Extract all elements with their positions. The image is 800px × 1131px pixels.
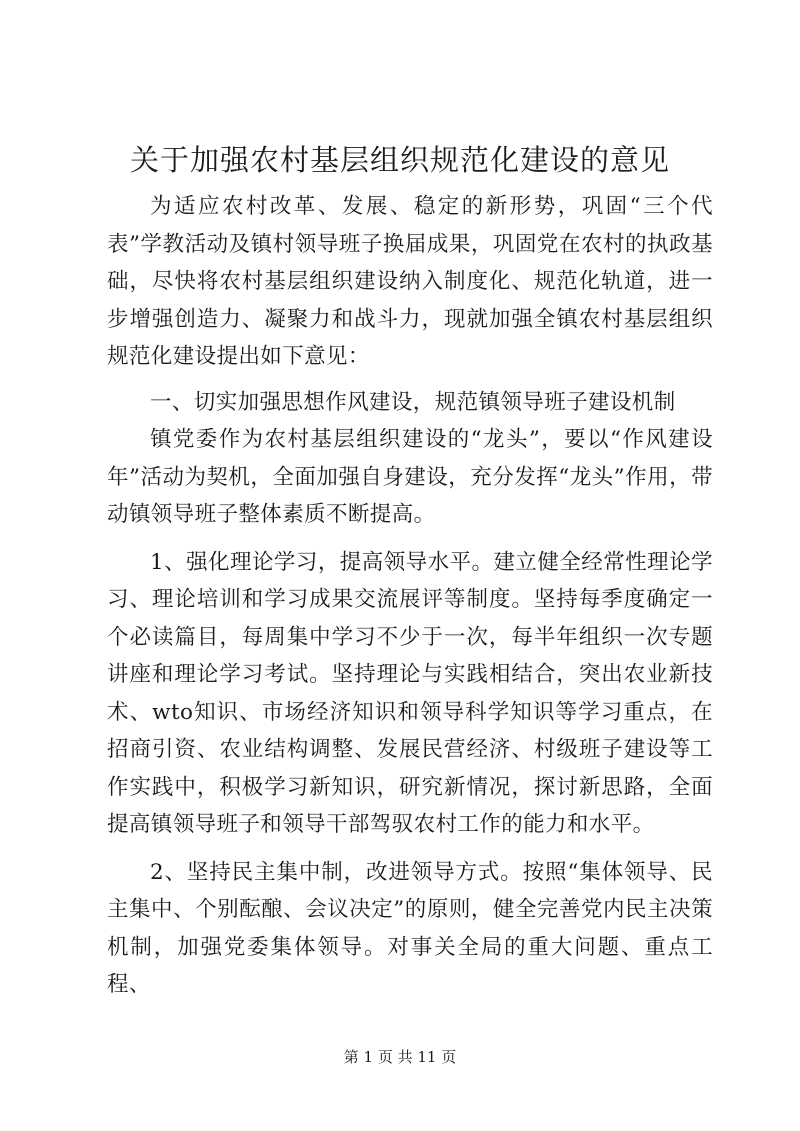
section-paragraph: 镇党委作为农村基层组织建设的“龙头”，要以“作风建设年”活动为契机，全面加强自身建设，充分发挥“龙头”作用，带动镇领导班子整体素质不断提高。 [107, 427, 713, 527]
document-title: 关于加强农村基层组织规范化建设的意见 [129, 143, 670, 177]
section-heading: 一、切实加强思想作风建设，规范镇领导班子建设机制 [150, 389, 676, 415]
page-number: 第 1 页 共 11 页 [343, 1048, 457, 1066]
item-paragraph-1: 1、强化理论学习，提高领导水平。建立健全经常性理论学习、理论培训和学习成果交流展评等制度。坚持每季度确定一个必读篇目，每周集中学习不少于一次，每半年组织一次专题讲座和理论学习考试。坚持理论与实践相结合，突出农业新技术、wto知识、市场经济知识和领导科学知识等学习重点，在招商引资、农业结构调整、发展民营经济、村级班子建设等工作实践中，积极学习新知识，研究新情况，探讨新思路，全面提高镇领导班子和领导干部驾驭农村工作的能力和水平。 [107, 549, 713, 837]
intro-paragraph: 为适应农村改革、发展、稳定的新形势，巩固“三个代表”学教活动及镇村领导班子换届成果，巩固党在农村的执政基础，尽快将农村基层组织建设纳入制度化、规范化轨道，进一步增强创造力、凝聚力和战斗力，现就加强全镇农村基层组织规范化建设提出如下意见： [107, 194, 713, 369]
item-paragraph-2: 2、坚持民主集中制，改进领导方式。按照“集体领导、民主集中、个别酝酿、会议决定”的原则，健全完善党内民主决策机制，加强党委集体领导。对事关全局的重大问题、重点工程、 [107, 859, 713, 997]
document-body [107, 188, 713, 1004]
